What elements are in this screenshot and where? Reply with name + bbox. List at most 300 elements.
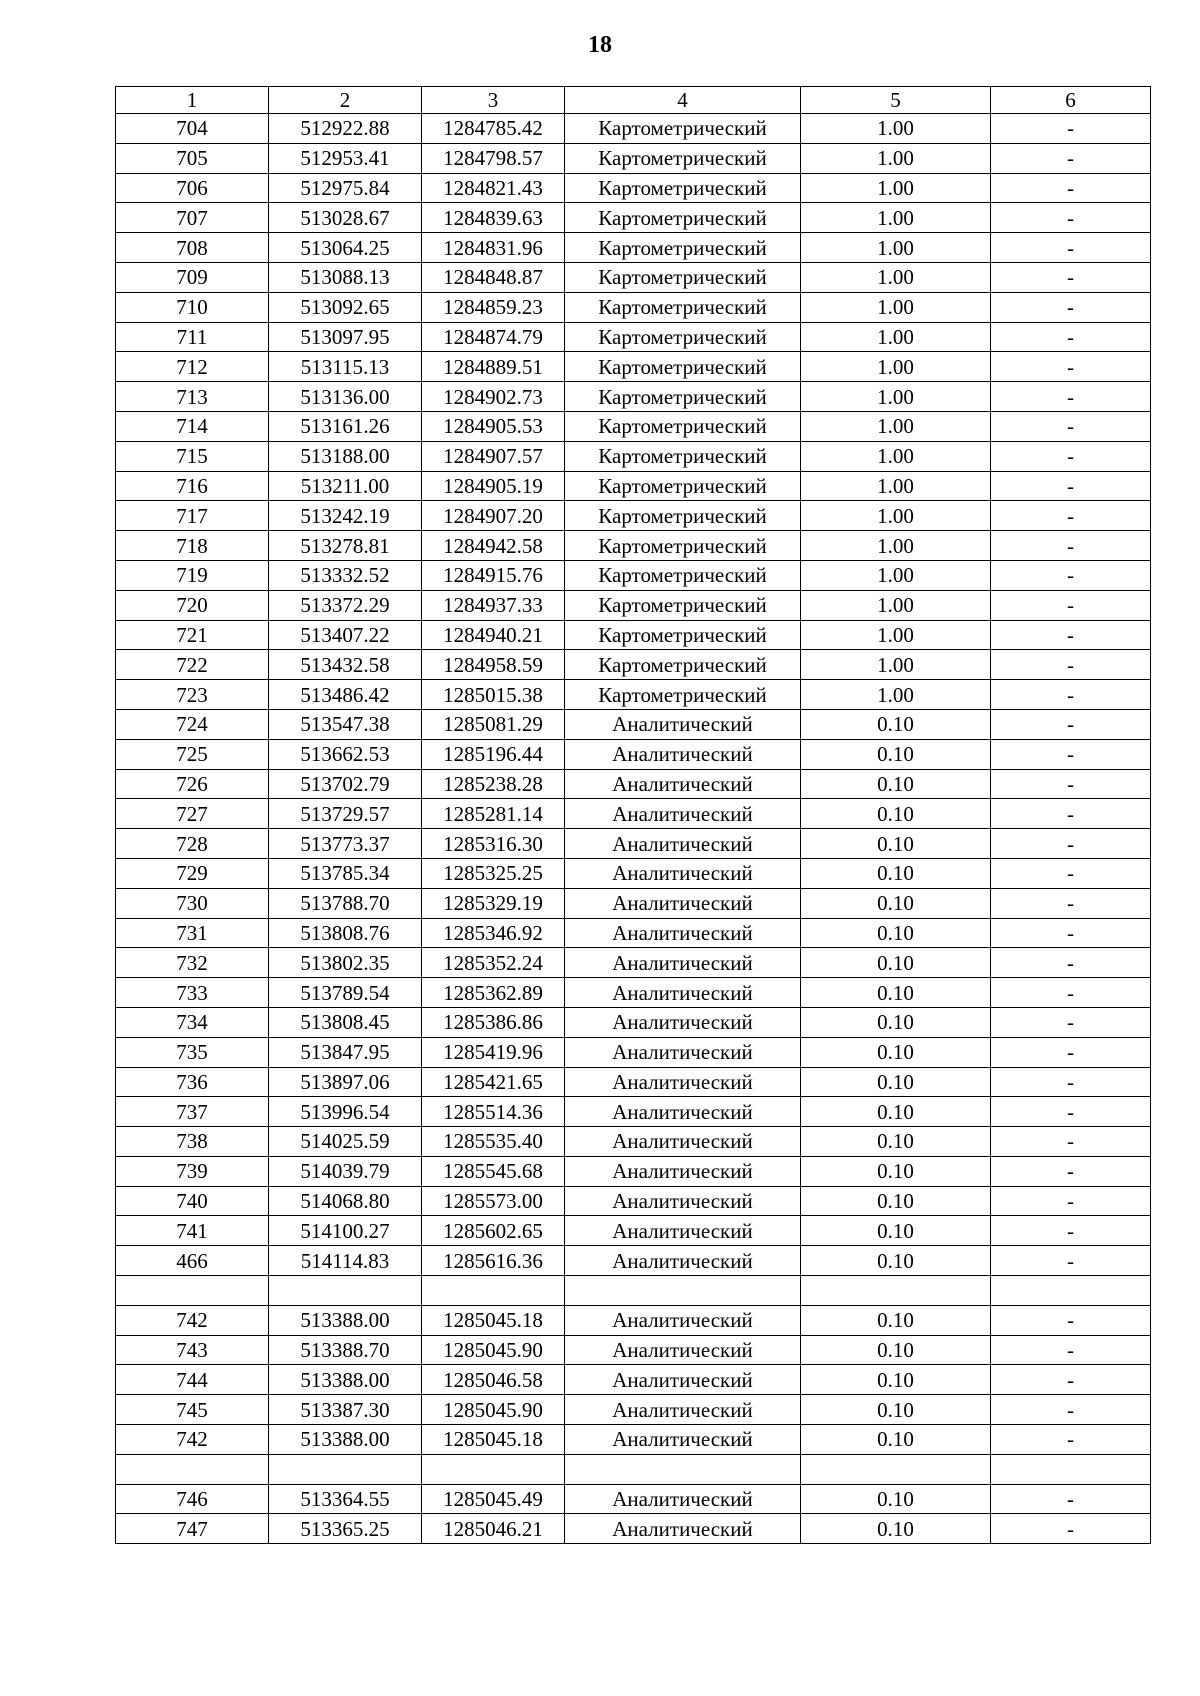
accuracy-cell: 1.00 — [801, 411, 991, 441]
point-number-cell: 745 — [116, 1395, 269, 1425]
accuracy-cell: 0.10 — [801, 1127, 991, 1157]
table-row — [116, 650, 1151, 680]
method-cell: Картометрический — [565, 620, 801, 650]
x-coordinate-cell: 513388.00 — [269, 1365, 422, 1395]
y-coordinate-cell: 1284940.21 — [422, 620, 565, 650]
table-row — [116, 173, 1151, 203]
note-cell: - — [991, 1246, 1151, 1276]
y-coordinate-cell: 1285421.65 — [422, 1067, 565, 1097]
method-cell: Аналитический — [565, 858, 801, 888]
x-coordinate-cell: 513136.00 — [269, 382, 422, 412]
method-cell: Аналитический — [565, 1037, 801, 1067]
method-cell: Аналитический — [565, 709, 801, 739]
y-coordinate-cell — [422, 1276, 565, 1306]
accuracy-cell: 0.10 — [801, 918, 991, 948]
note-cell: - — [991, 1395, 1151, 1425]
table-row — [116, 560, 1151, 590]
accuracy-cell: 1.00 — [801, 590, 991, 620]
x-coordinate-cell: 513808.45 — [269, 1007, 422, 1037]
accuracy-cell: 0.10 — [801, 948, 991, 978]
table-row — [116, 739, 1151, 769]
point-number-cell: 742 — [116, 1305, 269, 1335]
y-coordinate-cell: 1285325.25 — [422, 858, 565, 888]
note-cell: - — [991, 1156, 1151, 1186]
point-number-cell: 731 — [116, 918, 269, 948]
x-coordinate-cell: 513432.58 — [269, 650, 422, 680]
x-coordinate-cell: 513387.30 — [269, 1395, 422, 1425]
method-cell: Картометрический — [565, 322, 801, 352]
accuracy-cell: 1.00 — [801, 471, 991, 501]
table-row — [116, 829, 1151, 859]
y-coordinate-cell: 1285545.68 — [422, 1156, 565, 1186]
y-coordinate-cell: 1285281.14 — [422, 799, 565, 829]
point-number-cell: 734 — [116, 1007, 269, 1037]
x-coordinate-cell: 513278.81 — [269, 531, 422, 561]
point-number-cell: 732 — [116, 948, 269, 978]
table-row — [116, 1067, 1151, 1097]
y-coordinate-cell: 1285573.00 — [422, 1186, 565, 1216]
table-row — [116, 1156, 1151, 1186]
table-row — [116, 531, 1151, 561]
column-header-3: 3 — [422, 87, 565, 114]
x-coordinate-cell: 513388.70 — [269, 1335, 422, 1365]
method-cell: Картометрический — [565, 441, 801, 471]
accuracy-cell — [801, 1454, 991, 1484]
accuracy-cell: 0.10 — [801, 1097, 991, 1127]
y-coordinate-cell: 1284958.59 — [422, 650, 565, 680]
method-cell: Картометрический — [565, 352, 801, 382]
method-cell: Картометрический — [565, 203, 801, 233]
point-number-cell: 714 — [116, 411, 269, 441]
y-coordinate-cell: 1285015.38 — [422, 680, 565, 710]
x-coordinate-cell: 514025.59 — [269, 1127, 422, 1157]
note-cell: - — [991, 739, 1151, 769]
table-row — [116, 948, 1151, 978]
note-cell: - — [991, 262, 1151, 292]
note-cell: - — [991, 1514, 1151, 1544]
accuracy-cell: 1.00 — [801, 292, 991, 322]
point-number-cell: 712 — [116, 352, 269, 382]
note-cell: - — [991, 1186, 1151, 1216]
note-cell: - — [991, 948, 1151, 978]
x-coordinate-cell: 513211.00 — [269, 471, 422, 501]
point-number-cell: 747 — [116, 1514, 269, 1544]
note-cell: - — [991, 203, 1151, 233]
table-row — [116, 1425, 1151, 1455]
accuracy-cell: 0.10 — [801, 1514, 991, 1544]
note-cell: - — [991, 233, 1151, 263]
y-coordinate-cell: 1285419.96 — [422, 1037, 565, 1067]
method-cell: Аналитический — [565, 918, 801, 948]
method-cell: Аналитический — [565, 799, 801, 829]
table-header-row — [116, 87, 1151, 114]
point-number-cell: 722 — [116, 650, 269, 680]
point-number-cell: 707 — [116, 203, 269, 233]
accuracy-cell: 1.00 — [801, 382, 991, 412]
method-cell: Картометрический — [565, 292, 801, 322]
y-coordinate-cell: 1285238.28 — [422, 769, 565, 799]
x-coordinate-cell: 513802.35 — [269, 948, 422, 978]
x-coordinate-cell: 513388.00 — [269, 1305, 422, 1335]
method-cell: Аналитический — [565, 739, 801, 769]
y-coordinate-cell: 1284905.53 — [422, 411, 565, 441]
accuracy-cell: 0.10 — [801, 1395, 991, 1425]
point-number-cell: 725 — [116, 739, 269, 769]
point-number-cell: 743 — [116, 1335, 269, 1365]
point-number-cell: 733 — [116, 978, 269, 1008]
table-row — [116, 858, 1151, 888]
note-cell: - — [991, 1484, 1151, 1514]
method-cell: Аналитический — [565, 1484, 801, 1514]
note-cell: - — [991, 114, 1151, 144]
note-cell: - — [991, 1335, 1151, 1365]
y-coordinate-cell: 1285362.89 — [422, 978, 565, 1008]
accuracy-cell: 0.10 — [801, 1216, 991, 1246]
point-number-cell — [116, 1454, 269, 1484]
method-cell: Аналитический — [565, 1127, 801, 1157]
point-number-cell: 710 — [116, 292, 269, 322]
table-separator-row — [116, 1276, 1151, 1306]
point-number-cell: 719 — [116, 560, 269, 590]
note-cell: - — [991, 322, 1151, 352]
method-cell: Аналитический — [565, 1067, 801, 1097]
column-header-5: 5 — [801, 87, 991, 114]
y-coordinate-cell: 1285045.90 — [422, 1335, 565, 1365]
table-row — [116, 233, 1151, 263]
method-cell: Картометрический — [565, 411, 801, 441]
y-coordinate-cell: 1284902.73 — [422, 382, 565, 412]
table-row — [116, 322, 1151, 352]
x-coordinate-cell: 513729.57 — [269, 799, 422, 829]
accuracy-cell: 0.10 — [801, 1067, 991, 1097]
table-row — [116, 918, 1151, 948]
x-coordinate-cell: 513486.42 — [269, 680, 422, 710]
point-number-cell: 713 — [116, 382, 269, 412]
note-cell: - — [991, 978, 1151, 1008]
method-cell: Аналитический — [565, 1246, 801, 1276]
x-coordinate-cell: 513388.00 — [269, 1425, 422, 1455]
table-row — [116, 590, 1151, 620]
note-cell — [991, 1276, 1151, 1306]
point-number-cell: 737 — [116, 1097, 269, 1127]
y-coordinate-cell: 1284821.43 — [422, 173, 565, 203]
x-coordinate-cell: 513372.29 — [269, 590, 422, 620]
y-coordinate-cell: 1284905.19 — [422, 471, 565, 501]
y-coordinate-cell: 1284874.79 — [422, 322, 565, 352]
x-coordinate-cell: 513662.53 — [269, 739, 422, 769]
note-cell: - — [991, 352, 1151, 382]
point-number-cell: 466 — [116, 1246, 269, 1276]
table-row — [116, 1186, 1151, 1216]
table-row — [116, 709, 1151, 739]
point-number-cell: 724 — [116, 709, 269, 739]
y-coordinate-cell: 1284907.57 — [422, 441, 565, 471]
table-row — [116, 978, 1151, 1008]
note-cell: - — [991, 1097, 1151, 1127]
x-coordinate-cell: 512953.41 — [269, 143, 422, 173]
table-row — [116, 1246, 1151, 1276]
x-coordinate-cell: 513365.25 — [269, 1514, 422, 1544]
accuracy-cell: 1.00 — [801, 322, 991, 352]
y-coordinate-cell: 1284859.23 — [422, 292, 565, 322]
x-coordinate-cell: 513097.95 — [269, 322, 422, 352]
x-coordinate-cell — [269, 1454, 422, 1484]
note-cell: - — [991, 858, 1151, 888]
y-coordinate-cell — [422, 1454, 565, 1484]
point-number-cell: 717 — [116, 501, 269, 531]
table-row — [116, 1305, 1151, 1335]
accuracy-cell: 0.10 — [801, 829, 991, 859]
point-number-cell: 716 — [116, 471, 269, 501]
note-cell: - — [991, 292, 1151, 322]
method-cell: Картометрический — [565, 114, 801, 144]
note-cell: - — [991, 1216, 1151, 1246]
y-coordinate-cell: 1285045.49 — [422, 1484, 565, 1514]
method-cell: Аналитический — [565, 1365, 801, 1395]
x-coordinate-cell: 513897.06 — [269, 1067, 422, 1097]
accuracy-cell: 1.00 — [801, 352, 991, 382]
note-cell: - — [991, 382, 1151, 412]
point-number-cell: 730 — [116, 888, 269, 918]
accuracy-cell: 1.00 — [801, 173, 991, 203]
coordinates-table — [115, 86, 1151, 1544]
y-coordinate-cell: 1285081.29 — [422, 709, 565, 739]
column-header-6: 6 — [991, 87, 1151, 114]
y-coordinate-cell: 1285386.86 — [422, 1007, 565, 1037]
accuracy-cell: 0.10 — [801, 1335, 991, 1365]
table-row — [116, 680, 1151, 710]
method-cell: Аналитический — [565, 1305, 801, 1335]
x-coordinate-cell: 513092.65 — [269, 292, 422, 322]
accuracy-cell: 0.10 — [801, 769, 991, 799]
method-cell: Картометрический — [565, 233, 801, 263]
accuracy-cell: 0.10 — [801, 1305, 991, 1335]
table-row — [116, 1514, 1151, 1544]
accuracy-cell: 0.10 — [801, 888, 991, 918]
point-number-cell — [116, 1276, 269, 1306]
point-number-cell: 729 — [116, 858, 269, 888]
x-coordinate-cell: 514100.27 — [269, 1216, 422, 1246]
table-row — [116, 262, 1151, 292]
table-row — [116, 1335, 1151, 1365]
x-coordinate-cell: 512922.88 — [269, 114, 422, 144]
note-cell: - — [991, 888, 1151, 918]
note-cell: - — [991, 680, 1151, 710]
y-coordinate-cell: 1285045.18 — [422, 1425, 565, 1455]
note-cell: - — [991, 143, 1151, 173]
table-row — [116, 352, 1151, 382]
method-cell: Аналитический — [565, 1395, 801, 1425]
note-cell: - — [991, 531, 1151, 561]
accuracy-cell: 1.00 — [801, 680, 991, 710]
note-cell: - — [991, 173, 1151, 203]
table-row — [116, 292, 1151, 322]
note-cell: - — [991, 471, 1151, 501]
method-cell: Картометрический — [565, 143, 801, 173]
note-cell: - — [991, 1067, 1151, 1097]
method-cell: Картометрический — [565, 262, 801, 292]
point-number-cell: 739 — [116, 1156, 269, 1186]
method-cell: Аналитический — [565, 1007, 801, 1037]
accuracy-cell: 0.10 — [801, 1425, 991, 1455]
point-number-cell: 711 — [116, 322, 269, 352]
y-coordinate-cell: 1285329.19 — [422, 888, 565, 918]
method-cell: Картометрический — [565, 590, 801, 620]
point-number-cell: 723 — [116, 680, 269, 710]
method-cell: Картометрический — [565, 501, 801, 531]
point-number-cell: 706 — [116, 173, 269, 203]
column-header-2: 2 — [269, 87, 422, 114]
y-coordinate-cell: 1285046.58 — [422, 1365, 565, 1395]
point-number-cell: 742 — [116, 1425, 269, 1455]
method-cell: Аналитический — [565, 978, 801, 1008]
x-coordinate-cell: 513242.19 — [269, 501, 422, 531]
note-cell: - — [991, 590, 1151, 620]
note-cell: - — [991, 1305, 1151, 1335]
accuracy-cell: 1.00 — [801, 262, 991, 292]
note-cell: - — [991, 650, 1151, 680]
note-cell: - — [991, 441, 1151, 471]
point-number-cell: 720 — [116, 590, 269, 620]
column-header-1: 1 — [116, 87, 269, 114]
y-coordinate-cell: 1284942.58 — [422, 531, 565, 561]
note-cell: - — [991, 1127, 1151, 1157]
accuracy-cell: 0.10 — [801, 1246, 991, 1276]
accuracy-cell: 1.00 — [801, 650, 991, 680]
note-cell: - — [991, 1037, 1151, 1067]
y-coordinate-cell: 1284907.20 — [422, 501, 565, 531]
note-cell: - — [991, 1007, 1151, 1037]
accuracy-cell: 0.10 — [801, 1186, 991, 1216]
method-cell: Картометрический — [565, 173, 801, 203]
method-cell: Аналитический — [565, 1186, 801, 1216]
point-number-cell: 704 — [116, 114, 269, 144]
x-coordinate-cell: 513847.95 — [269, 1037, 422, 1067]
accuracy-cell: 0.10 — [801, 1037, 991, 1067]
x-coordinate-cell: 513115.13 — [269, 352, 422, 382]
x-coordinate-cell: 513547.38 — [269, 709, 422, 739]
point-number-cell: 705 — [116, 143, 269, 173]
table-row — [116, 143, 1151, 173]
accuracy-cell: 0.10 — [801, 1365, 991, 1395]
table-row — [116, 1484, 1151, 1514]
table-row — [116, 799, 1151, 829]
point-number-cell: 709 — [116, 262, 269, 292]
accuracy-cell: 0.10 — [801, 1484, 991, 1514]
x-coordinate-cell: 514039.79 — [269, 1156, 422, 1186]
point-number-cell: 727 — [116, 799, 269, 829]
accuracy-cell: 0.10 — [801, 858, 991, 888]
x-coordinate-cell: 514114.83 — [269, 1246, 422, 1276]
y-coordinate-cell: 1284798.57 — [422, 143, 565, 173]
y-coordinate-cell: 1285316.30 — [422, 829, 565, 859]
table-separator-row — [116, 1454, 1151, 1484]
x-coordinate-cell: 513028.67 — [269, 203, 422, 233]
y-coordinate-cell: 1284848.87 — [422, 262, 565, 292]
x-coordinate-cell: 513773.37 — [269, 829, 422, 859]
method-cell: Картометрический — [565, 382, 801, 412]
method-cell: Картометрический — [565, 680, 801, 710]
y-coordinate-cell: 1285514.36 — [422, 1097, 565, 1127]
x-coordinate-cell: 513332.52 — [269, 560, 422, 590]
table-row — [116, 1216, 1151, 1246]
note-cell: - — [991, 829, 1151, 859]
point-number-cell: 740 — [116, 1186, 269, 1216]
accuracy-cell: 0.10 — [801, 1156, 991, 1186]
accuracy-cell: 0.10 — [801, 978, 991, 1008]
note-cell — [991, 1454, 1151, 1484]
table-row — [116, 620, 1151, 650]
accuracy-cell: 0.10 — [801, 1007, 991, 1037]
table-row — [116, 1127, 1151, 1157]
x-coordinate-cell: 513788.70 — [269, 888, 422, 918]
x-coordinate-cell: 513702.79 — [269, 769, 422, 799]
y-coordinate-cell: 1285046.21 — [422, 1514, 565, 1544]
accuracy-cell: 1.00 — [801, 233, 991, 263]
method-cell — [565, 1276, 801, 1306]
note-cell: - — [991, 560, 1151, 590]
y-coordinate-cell: 1284785.42 — [422, 114, 565, 144]
table-row — [116, 1037, 1151, 1067]
point-number-cell: 746 — [116, 1484, 269, 1514]
x-coordinate-cell: 513364.55 — [269, 1484, 422, 1514]
x-coordinate-cell — [269, 1276, 422, 1306]
x-coordinate-cell: 513088.13 — [269, 262, 422, 292]
note-cell: - — [991, 501, 1151, 531]
note-cell: - — [991, 411, 1151, 441]
x-coordinate-cell: 513161.26 — [269, 411, 422, 441]
x-coordinate-cell: 512975.84 — [269, 173, 422, 203]
accuracy-cell: 1.00 — [801, 501, 991, 531]
table-row — [116, 769, 1151, 799]
note-cell: - — [991, 1365, 1151, 1395]
method-cell: Аналитический — [565, 829, 801, 859]
x-coordinate-cell: 513407.22 — [269, 620, 422, 650]
note-cell: - — [991, 1425, 1151, 1455]
method-cell: Аналитический — [565, 1425, 801, 1455]
accuracy-cell: 1.00 — [801, 114, 991, 144]
accuracy-cell: 1.00 — [801, 203, 991, 233]
y-coordinate-cell: 1284889.51 — [422, 352, 565, 382]
x-coordinate-cell: 514068.80 — [269, 1186, 422, 1216]
method-cell — [565, 1454, 801, 1484]
note-cell: - — [991, 620, 1151, 650]
table-row — [116, 471, 1151, 501]
table-row — [116, 411, 1151, 441]
table-row — [116, 203, 1151, 233]
point-number-cell: 738 — [116, 1127, 269, 1157]
table-row — [116, 1365, 1151, 1395]
y-coordinate-cell: 1284831.96 — [422, 233, 565, 263]
point-number-cell: 715 — [116, 441, 269, 471]
column-header-4: 4 — [565, 87, 801, 114]
point-number-cell: 726 — [116, 769, 269, 799]
point-number-cell: 736 — [116, 1067, 269, 1097]
y-coordinate-cell: 1285196.44 — [422, 739, 565, 769]
point-number-cell: 728 — [116, 829, 269, 859]
y-coordinate-cell: 1285352.24 — [422, 948, 565, 978]
method-cell: Аналитический — [565, 1097, 801, 1127]
table-row — [116, 501, 1151, 531]
y-coordinate-cell: 1284915.76 — [422, 560, 565, 590]
x-coordinate-cell: 513785.34 — [269, 858, 422, 888]
point-number-cell: 718 — [116, 531, 269, 561]
method-cell: Аналитический — [565, 888, 801, 918]
point-number-cell: 744 — [116, 1365, 269, 1395]
method-cell: Аналитический — [565, 1514, 801, 1544]
x-coordinate-cell: 513808.76 — [269, 918, 422, 948]
accuracy-cell: 1.00 — [801, 531, 991, 561]
